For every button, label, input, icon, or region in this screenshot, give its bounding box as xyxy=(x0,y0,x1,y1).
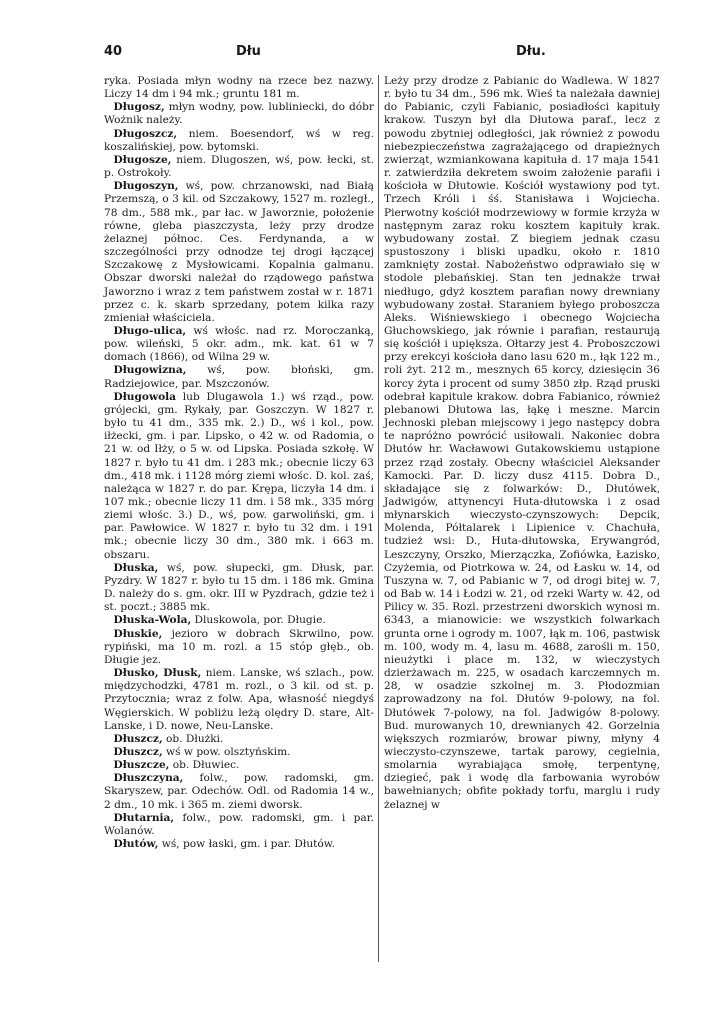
entry-text: Dluskowola, por. Długie. xyxy=(194,614,326,627)
dictionary-entry xyxy=(104,391,374,562)
entry-headword: Długo-ulica, xyxy=(113,324,187,337)
entry-headword: Dłuszczyna, xyxy=(113,772,184,785)
right-column xyxy=(384,75,660,812)
entry-text: wś, pow łaski, gm. i par. Dłutów. xyxy=(161,838,335,851)
entry-text: ob. Dłużki. xyxy=(166,732,224,745)
entry-text: wś, pow. błoński, gm. Radziejowice, par. Mszczonów. xyxy=(104,364,374,390)
entry-headword: Dłusko, Dłusk, xyxy=(113,667,202,680)
page-number: 40 xyxy=(104,44,123,59)
entry-headword: Długosze, xyxy=(113,153,172,166)
dictionary-entry xyxy=(104,838,374,851)
left-column xyxy=(104,75,374,851)
entry-text: niem. Dlugoszen, wś, pow. łecki, st. p. Ostrokoły. xyxy=(104,153,375,180)
entry-text: wś, pow. słupecki, gm. Dłusk, par. Pyzdry. W 1827 r. było tu 15 dm. i 186 mk. Gmina D. należy do s. gm. okr. III w Pyzdrach, gdzie też i st. poczt.; 3885 mk. xyxy=(104,561,374,614)
dictionary-entry xyxy=(104,759,374,772)
dictionary-entry xyxy=(104,101,374,127)
dictionary-entry xyxy=(104,772,374,811)
entry-headword: Długowizna, xyxy=(113,364,187,377)
left-running-head: Dłu xyxy=(236,44,261,59)
entry-headword: Długowola xyxy=(113,390,177,403)
entry-text: młyn wodny, pow. lubliniecki, do dóbr Wożnik należy. xyxy=(104,101,374,127)
entry-text: wś włośc. nad rz. Moroczanką, pow. wileński, 5 okr. adm., mk. kat. 61 w 7 domach (1866), od Wilna 29 w. xyxy=(104,324,374,364)
column-divider xyxy=(378,75,379,962)
dictionary-entry xyxy=(104,325,374,364)
entry-text: ryka. Posiada młyn wodny na rzece bez nazwy. Liczy 14 dm i 94 mk.; gruntu 181 m. xyxy=(104,75,374,101)
dictionary-entry xyxy=(104,364,374,390)
dictionary-entry xyxy=(104,154,374,180)
entry-text: jezioro w dobrach Skrwilno, pow. rypiński, ma 10 m. rozl. a 15 stóp głęb., ob. Długie jez. xyxy=(104,627,374,666)
entry-headword: Dłutów, xyxy=(113,838,159,851)
entry-headword: Dłuszcz, xyxy=(113,732,163,745)
entry-headword: Dłuska-Wola, xyxy=(113,614,192,627)
right-running-head: Dłu. xyxy=(516,44,546,59)
entry-text: ob. Dłuwiec. xyxy=(172,759,240,772)
running-header xyxy=(104,44,660,64)
entry-headword: Dłuszcze, xyxy=(113,759,170,772)
dictionary-entry xyxy=(384,75,660,812)
entry-text: wś w pow. olsztyńskim. xyxy=(166,745,291,758)
entry-headword: Długoszcz, xyxy=(113,127,178,140)
entry-headword: Dłuska, xyxy=(113,561,159,574)
entry-text: niem. Boesendorf, wś w reg. koszalińskiej, pow. bytomski. xyxy=(104,127,375,153)
dictionary-entry xyxy=(104,733,374,746)
dictionary-entry xyxy=(104,812,374,838)
entry-text: folw., pow. radomski, gm. i par. Wolanów. xyxy=(104,811,374,837)
dictionary-entry xyxy=(104,746,374,759)
entry-text: lub Dlugawola 1.) wś rząd., pow. grójecki, gm. Rykały, par. Goszczyn. W 1827 r. było tu 41 dm., 335 mk. 2.) D., wś i kol., pow. iłżecki, gm. i par. Lipsko, o 42 w. od Radomia, o 21 w. od Iłży, o 5 w. od Lipska. Posiada szkołę. W 1827 r. było tu 41 dm. i 283 mk.; obecnie liczy 63 dm., 418 mk. i 1128 mórg ziemi włośc. D. kol. zaś, należąca w 1827 r. do par. Krępa, liczyła 14 dm. i 107 mk.; obecnie liczy 11 dm. i 58 mk., 335 mórg ziemi włośc. 3.) D., wś, pow. garwoliński, gm. i par. Pawłowice. W 1827 r. było tu 32 dm. i 191 mk.; obecnie liczy 30 dm., 380 mk. i 663 m. obszaru. xyxy=(104,390,374,561)
entry-text: niem. Lanske, wś szlach., pow. międzychodzki, 4781 m. rozl., o 3 kil. od st. p. Przytocznia; wraz z folw. Apa, własność niegdyś Węgierskich. W pobliżu leżą olędry D. stare, Alt-Lanske, i D. nowe, Neu-Lanske. xyxy=(104,667,375,732)
dictionary-entry xyxy=(104,667,374,733)
entry-headword: Długoszyn, xyxy=(113,180,179,193)
dictionary-entry xyxy=(104,75,374,101)
entry-headword: Dłuskie, xyxy=(113,627,163,640)
dictionary-entry xyxy=(104,180,374,325)
entry-headword: Dłuszcz, xyxy=(113,745,163,758)
entry-headword: Dłutarnia, xyxy=(113,811,175,824)
entry-text: Leży przy drodze z Pabianic do Wadlewa. W 1827 r. było tu 34 dm., 596 mk. Wieś ta należała dawniej do Pabianic, czyli Fabianic, posiadłości kapituły krakow. Tuszyn był dla Dłutowa paraf., lecz z powodu zbytniej odległości, jak również z powodu niebezpieczeństwa zagrażającego od drapieżnych zwierząt, wzmiankowana kapituła d. 17 maja 1541 r. zatwierdziła dekretem swoim założenie parafii i kościoła w Dłutowie. Kościół wystawiony pod tyt. Trzech Króli i śś. Stanisława i Wojciecha. Pierwotny kościół modrzewiowy w formie krzyża w następnym zaraz roku kosztem kapituły krak. wybudowany został. Z biegiem jednak czasu spustoszony i bliski upadku, około r. 1810 zamknięty został. Nabożeństwo odprawiało się w stodole plebańskiej. Stan ten jednakże trwał niedługo, gdyż kosztem parafian nowy drewniany wybudowany został. Staraniem byłego proboszcza Aleks. Wiśniewskiego i obecnego Wojciecha Głuchowskiego, jak równie i parafian, restaurują się kościół i upiększa. Ołtarzy jest 4. Proboszczowi przy erekcyi kościoła dano lasu 620 m., łąk 122 m., roli żyt. 212 m., mesznych 65 korcy, dziesięcin 36 korcy żyta i procent od sumy 3850 złp. Rząd pruski odebrał kapitule krakow. dobra Fabianico, również plebanowi Dłutowa las, łąkę i meszne. Marcin Jechnoski pleban miejscowy i jego następcy dobra te napróżno powrócić usiłowali. Nakoniec dobra Dłutów hr. Wacławowi Gutakowskiemu ustąpione przez rząd zostały. Obecny właściciel Aleksander Kamocki. Par. D. liczy dusz 4115. Dobra D., składające się z folwarków: D., Dłutówek, Jadwigów, attynencyi Huta-dłutowska i z osad młynarskich wieczysto-czynszowych: Depcik, Molenda, Półtalarek i Lipienice v. Chachuła, tudzież wsi: D., Huta-dłutowska, Erywangród, Leszczyny, Orszko, Mierzączka, Zofiówka, Łazisko, Czyżemia, od Piotrkowa w. 24, od Łasku w. 14, od Tuszyna w. 7, od Pabianic w 7, od drogi bitej w. 7, od Bab w. 14 i Łodzi w. 21, od rzeki Warty w. 42, od Pilicy w. 35. Rozl. przestrzeni dworskich wynosi m. 6343, a mianowicie: we wszystkich folwarkach grunta orne i ogrody m. 1007, łąk m. 106, pastwisk m. 100, wody m. 4, lasu m. 4688, zarośli m. 150, nieużytki i place m. 132, w wieczystych dzierżawach m. 225, w osadach karczemnych m. 28, w osadzie szkolnej m. 3. Płodozmian zaprowadzony na fol. Dłutów 9-polowy, na fol. Dłutówek 7-polowy, na fol. Jadwigów 8-polowy. Bud. murowanych 10, drewnianych 42. Gorzelnia większych rozmiarów, browar piwny, młyny 4 wieczysto-czynszewe, tartak parowy, cegielnia, smolarnia wyrabiająca smołę, terpentynę, dziegieć, pak i wodę dla farbowania wyrobów bawełnianych; obfite pokłady torfu, marglu i rudy żelaznej w xyxy=(384,75,660,811)
dictionary-entry xyxy=(104,628,374,667)
entry-text: wś, pow. chrzanowski, nad Białą Przemszą, o 3 kil. od Szczakowy, 1527 m. rozległ., 78 dm., 588 mk., par łac. w Jaworznie, położenie równe, gleba piaszczysta, leży przy drodze żelaznej północ. Ces. Ferdynanda, a w szczególności przy odnodze tej drogi łączącej Szczakowę z Mysłowicami. Kopalnia galmanu. Obszar dworski należał do rządowego państwa Jaworzno i wraz z tem państwem został w r. 1871 przez c. k. skarb sprzedany, potem kilka razy zmieniał właściciela. xyxy=(104,180,374,324)
dictionary-entry xyxy=(104,128,374,154)
entry-text: folw., pow. radomski, gm. Skaryszew, par. Odechów. Odl. od Radomia 14 w., 2 dm., 10 mk. i 365 m. ziemi dworsk. xyxy=(104,772,374,811)
dictionary-entry xyxy=(104,614,374,627)
dictionary-entry xyxy=(104,562,374,615)
entry-headword: Długosz, xyxy=(113,101,165,114)
